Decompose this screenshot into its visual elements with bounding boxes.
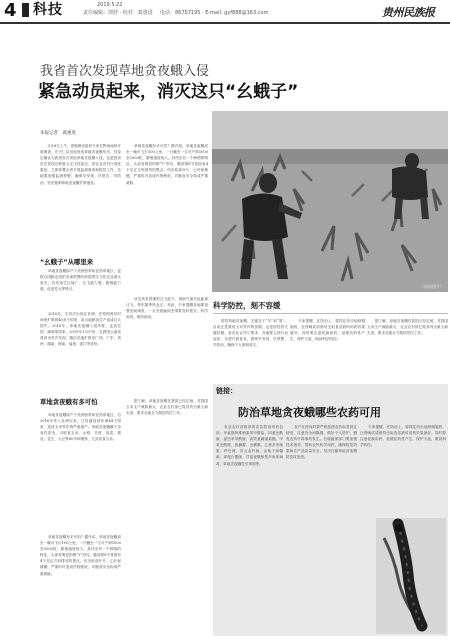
link-title: 防治草地贪夜蛾哪些农药可用 [238,406,381,419]
masthead [0,0,450,22]
editor-line: 责任编辑：谭舒 · 校对：葛惠进 [83,10,153,16]
contact-line: 电话：86757195 · E-mail: gyf888@163.com [160,10,269,16]
section-rule [213,313,448,314]
article-paragraph: 专家提醒，在防治上，要抓住幼虫低龄期施药，在傍晚或清晨幼虫取食活跃时用药效果最好。同时要注意轮换用药，延缓抗药性产生，保护天敌，做到科学防控。 [290,319,365,342]
masthead-rule [0,22,450,24]
link-paragraph: 农户在使用时要严格按照农药标签规定使用，注意安全间隔期，做好个人防护，避免农药中毒事故发生。各级植保部门要加强技术指导，帮助农民科学用药，确保防控效果和农产品质量安全，坚决打赢草地贪夜蛾防控攻坚战。 [286,425,357,460]
article-paragraph: 草地贪夜蛾有多可怕？据介绍，草地贪夜蛾成虫一晚可飞行100公里，一只雌虫一生可产卵1000至2000粒，繁殖速度惊人。其幼虫有一个鲜明的特征，头部有明显的倒“Y”形纹，腹部第8节背面有4个呈正方形排列的黑点。幼虫取食叶片、心叶和雄穗，严重时可造成作物绝收，对粮食安全构成严重威胁。 [126,144,208,185]
article-paragraph: 草地贪夜蛾原产于美洲热带和亚热带地区，是联合国粮农组织全球预警的跨国界迁飞性农业重大害虫，具有适生区域广、迁飞能力强、繁殖能力强、危害性大等特点。 [40,269,121,292]
subheading-prevention: 科学防控，刻不容缓 [213,301,281,310]
caterpillar-icon [376,518,446,634]
article-paragraph: 2016年，它首次出现在非洲，在短短两年时间里扩散到40多个国家，给当地粮食生产造成巨大损失。2018年，草地贪夜蛾入侵印度、孟加拉国、缅甸等国家，2019年1月中旬，在我国云南省普洱市首次发现，随后迅速扩散至广西、广东、贵州、湖南、海南、福建、浙江等省份。 [40,312,121,347]
article-paragraph: 该虫具有很强的迁飞能力，借助气流可远距离迁飞，每年随季风北迁。对此，专家提醒各地要加强田间调查，一旦发现疑似虫情要及时报告，科学用药，统防统治。 [126,297,208,320]
section-name: 科技 [33,2,63,18]
subheading-harm: 草地贪夜蛾有多可怕 [40,398,98,406]
article-paragraph: 草地贪夜蛾有多可怕？据介绍，草地贪夜蛾成虫一晚可飞行100公里，一只雌虫一生可产卵1000至2000粒，繁殖速度惊人。其幼虫有一个鲜明的特征，头部有明显的倒“Y”形纹，腹部第8节背面有4个呈正方形排列的黑点。幼虫取食叶片、心叶和雄穗，严重时可造成作物绝收，对粮食安全构成严重威胁。 [40,535,121,576]
subheading-origin: “幺蛾子”从哪里来 [40,258,94,266]
article-paragraph: 据了解，草地贪夜蛾在我国已经定殖，对我国玉米生产威胁最大，农业农村部已将其列为重大病虫害，要求各地全力做好防控工作。 [126,399,208,416]
photo-scene [212,111,448,292]
article-paragraph: 5月8日上午，省植保站组织专家在黔西南州开展调查，在兴仁县田间发现草地贪夜蛾幼虫，经鉴定确认为我省首次发现草地贪夜蛾入侵。这是我省首次发现这种重大迁飞性害虫，省农业农村厅高度重视，立即部署全省开展监测调查和防控工作，各地要加强监测预警，确保早发现、早报告、早防治，坚决遏制草地贪夜蛾扩散蔓延。 [40,144,121,185]
page-number: 4 [4,0,17,21]
article-paragraph: 据了解，草地贪夜蛾在我国已经定殖，对我国玉米生产威胁最大，农业农村部已将其列为重大病虫害，要求各地全力做好防控工作。 [367,319,448,336]
headline-kicker: 我省首次发现草地贪夜蛾入侵 [40,64,210,79]
link-label: 链接： [216,387,237,395]
article-paragraph: 防控草地贪夜蛾，关键在于“早”和“准”。目前正是我省玉米等作物苗期，也是防控的关键时期。省农业农村厅要求，各地要立即行动起来，全面开展普查，做到早发现、早预警、早防治，确保不大面积成灾。 [213,319,288,348]
article-paragraph: 草地贪夜蛾原产于美洲热带和亚热带地区，自2016年传入非洲以来，已经蔓延到非洲44个国家，造成玉米等作物严重减产。草地贪夜蛾属于杂食性害虫，可取食玉米、水稻、甘蔗、高粱、棉花、花生、大豆等80多种植物，尤其喜食玉米。 [40,413,121,442]
photo-caption: （资料图片） [420,284,444,289]
link-paragraph: 农业农村部推荐的应急防治用药包括：甲氨基阿维菌素苯甲酸盐、四氯虫酰胺、氯虫苯甲酰胺、高效氯氟氰菊酯、甲氧虫酰肼、虱螨脲、虫螨腈、乙基多杀菌素、茚虫威、苏云金杆菌、金龟子绿僵菌、球孢白僵菌、甘蓝夜蛾核型多角体病毒、草地贪夜蛾性引诱剂等。 [216,425,283,466]
link-paragraph: 专家提醒，在防治上，要抓住幼虫低龄期施药，在傍晚或清晨幼虫取食活跃时用药效果最好。同时要注意轮换用药，延缓抗药性产生，保护天敌，做到科学防控。 [360,425,446,448]
paper-logo: 贵州民族报 [382,6,435,19]
byline: 本报记者 葛惠进 [40,131,76,136]
caterpillar-image [376,518,446,634]
section-badge [22,3,29,17]
headline-title: 紧急动员起来，消灭这只“幺蛾子” [38,82,299,102]
news-photo [212,111,448,292]
issue-date: 2019.5.22 [97,2,123,8]
